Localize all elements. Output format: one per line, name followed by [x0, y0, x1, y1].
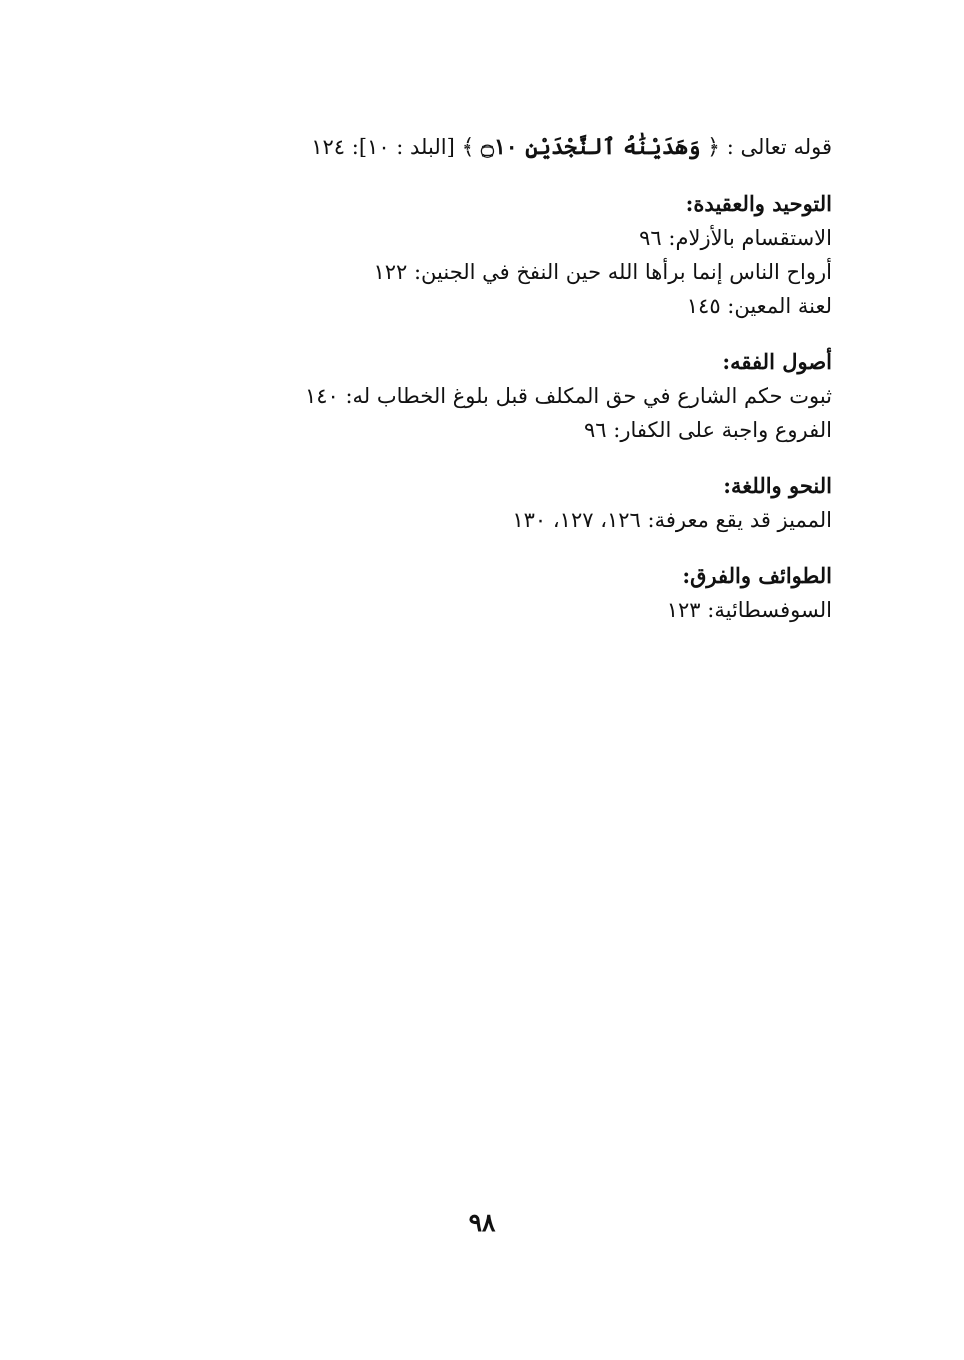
section-grammar	[232, 469, 832, 537]
section-heading: التوحيد والعقيدة:	[685, 191, 832, 216]
index-entry: المميز قد يقع معرفة: ١٢٦، ١٢٧، ١٣٠	[512, 508, 832, 532]
verse-reference: [البلد : ١٠]: ١٢٤	[311, 135, 455, 159]
index-entry: لعنة المعين: ١٤٥	[686, 294, 832, 318]
index-entry: الفروع واجبة على الكفار: ٩٦	[584, 418, 832, 442]
section-heading: النحو واللغة:	[723, 473, 832, 498]
index-entry: ثبوت حكم الشارع في حق المكلف قبل بلوغ الخطاب له: ١٤٠	[304, 384, 832, 408]
section-usul-fiqh	[232, 345, 832, 447]
page-number: ٩٨	[468, 1208, 496, 1237]
verse-intro: قوله تعالى :	[726, 135, 832, 159]
verse-text: وَهَدَيْنَٰهُ ٱلنَّجْدَيْنِ ۝١٠	[481, 134, 701, 160]
verse-entry	[232, 130, 832, 165]
index-content	[232, 130, 832, 627]
section-sects	[232, 559, 832, 627]
index-entry: السوفسطائية: ١٢٣	[666, 598, 832, 622]
index-entry: أرواح الناس إنما برأها الله حين النفخ في الجنين: ١٢٢	[373, 260, 832, 284]
verse-close-bracket: ﴾	[461, 135, 475, 160]
section-heading: أصول الفقه:	[722, 349, 832, 374]
index-entry: الاستقسام بالأزلام: ٩٦	[639, 226, 832, 250]
section-heading: الطوائف والفرق:	[682, 563, 832, 588]
section-tawhid	[232, 187, 832, 323]
verse-open-bracket: ﴿	[707, 135, 721, 160]
